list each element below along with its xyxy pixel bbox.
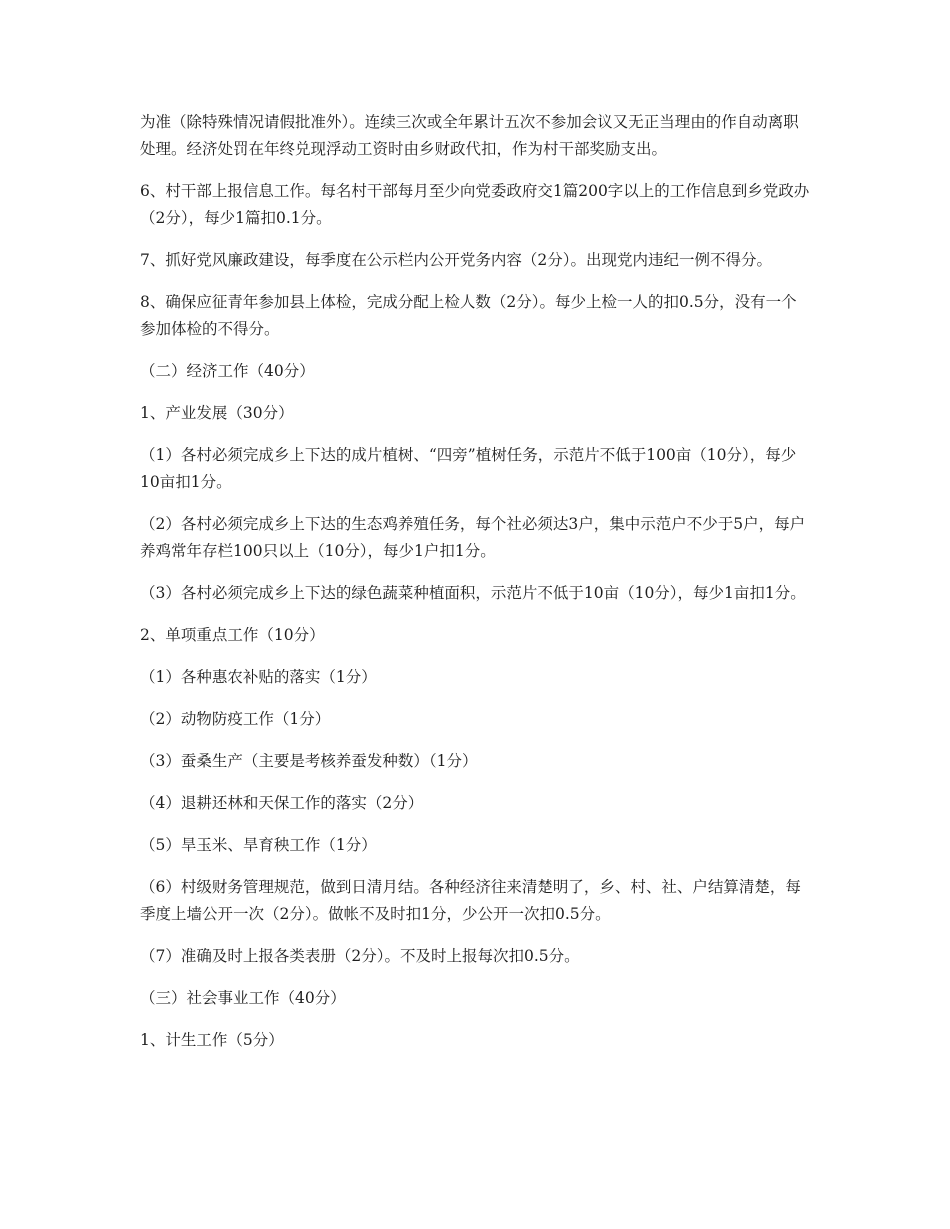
section-heading-social: （三）社会事业工作（40分） — [140, 989, 346, 1007]
paragraph-item-8: 8、确保应征青年参加县上体检，完成分配上检人数（2分）。每少上检一人的扣0.5分，没有一个参加体检的不得分。 — [140, 293, 797, 338]
subsection-heading-industry: 1、产业发展（30分） — [140, 404, 294, 422]
paragraph-key-work-1: （1）各种惠农补贴的落实（1分） — [140, 668, 377, 686]
paragraph-industry-2: （2）各村必须完成乡上下达的生态鸡养殖任务，每个社必须达3户，集中示范户不少于5户，每户养鸡常年存栏100只以上（10分），每少1户扣1分。 — [140, 515, 806, 560]
paragraph-key-work-7: （7）准确及时上报各类表册（2分）。不及时上报每次扣0.5分。 — [140, 947, 580, 965]
subsection-heading-family-planning: 1、计生工作（5分） — [140, 1031, 284, 1049]
document-body — [140, 109, 812, 1069]
paragraph-key-work-6: （6）村级财务管理规范，做到日清月结。各种经济往来清楚明了，乡、村、社、户结算清楚，每季度上墙公开一次（2分）。做帐不及时扣1分，少公开一次扣0.5分。 — [140, 878, 801, 923]
paragraph-industry-3: （3）各村必须完成乡上下达的绿色蔬菜种植面积，示范片不低于10亩（10分），每少1亩扣1分。 — [140, 584, 806, 602]
paragraph-meeting-rules: 为准（除特殊情况请假批准外）。连续三次或全年累计五次不参加会议又无正当理由的作自动离职处理。经济处罚在年终兑现浮动工资时由乡财政代扣，作为村干部奖励支出。 — [140, 113, 799, 158]
paragraph-key-work-2: （2）动物防疫工作（1分） — [140, 710, 331, 728]
paragraph-industry-1: （1）各村必须完成乡上下达的成片植树、“四旁”植树任务，示范片不低于100亩（10分），每少10亩扣1分。 — [140, 446, 797, 491]
paragraph-item-7: 7、抓好党风廉政建设，每季度在公示栏内公开党务内容（2分）。出现党内违纪一例不得分。 — [140, 251, 772, 269]
paragraph-key-work-5: （5）旱玉米、旱育秧工作（1分） — [140, 836, 377, 854]
section-heading-economy: （二）经济工作（40分） — [140, 362, 315, 380]
subsection-heading-key-work: 2、单项重点工作（10分） — [140, 626, 325, 644]
paragraph-key-work-3: （3）蚕桑生产（主要是考核养蚕发种数）（1分） — [140, 752, 478, 770]
paragraph-key-work-4: （4）退耕还林和天保工作的落实（2分） — [140, 794, 424, 812]
paragraph-item-6: 6、村干部上报信息工作。每名村干部每月至少向党委政府交1篇200字以上的工作信息到乡党政办（2分），每少1篇扣0.1分。 — [140, 182, 810, 227]
